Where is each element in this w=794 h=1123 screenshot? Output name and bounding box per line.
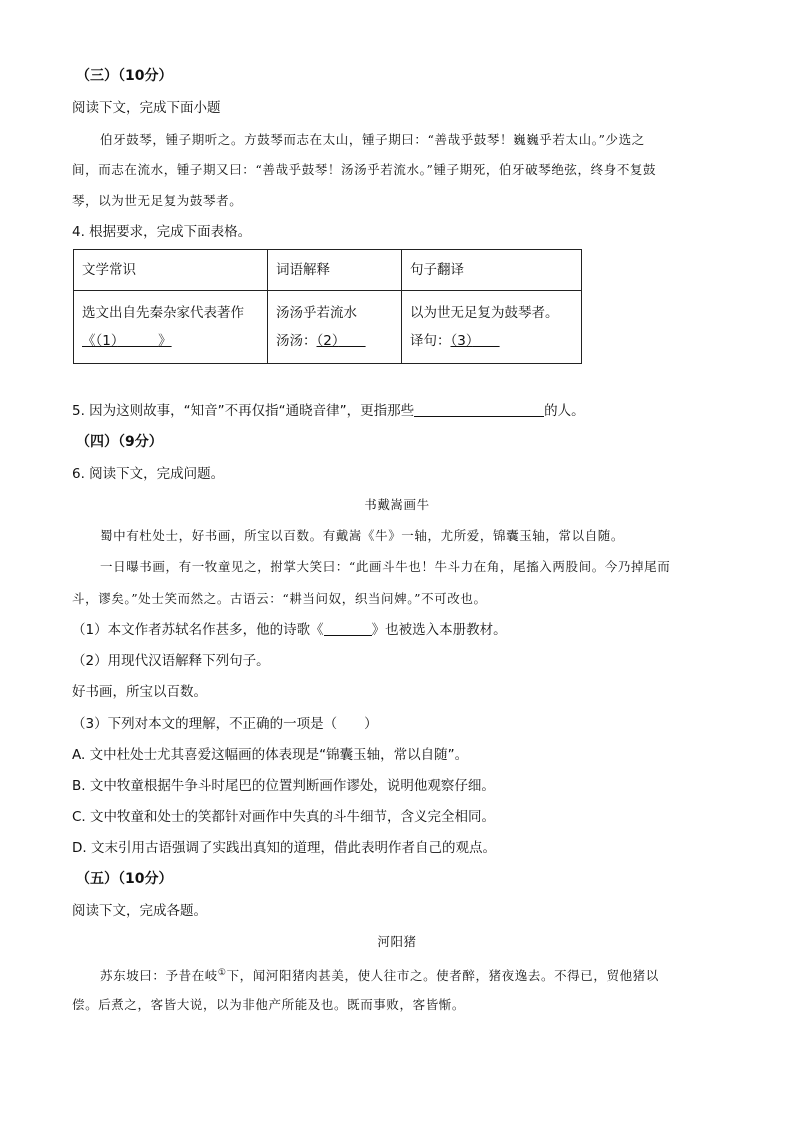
sub-question-2: （2）用现代汉语解释下列句子。 bbox=[72, 653, 270, 669]
section-5-instruction: 阅读下文，完成各题。 bbox=[72, 903, 207, 919]
cell-blank-line[interactable] bbox=[82, 327, 259, 355]
answer-table bbox=[73, 249, 582, 364]
passage-title: 书戴嵩画牛 bbox=[364, 497, 430, 512]
blank-number: （2） bbox=[316, 333, 339, 349]
sub-question-1-text-end: 》也被选入本册教材。 bbox=[371, 622, 507, 638]
answer-blank-2[interactable] bbox=[317, 333, 366, 349]
blank-label: 译句： bbox=[410, 333, 451, 349]
cell-text: 选文出自先秦杂家代表著作 bbox=[82, 305, 244, 321]
passage-line bbox=[100, 963, 659, 986]
cell-text: 汤汤乎若流水 bbox=[276, 305, 357, 321]
passage-text: 下，闻河阳猪肉甚美，使人往市之。使者醉，猪夜逸去。不得已，贸他猪以 bbox=[226, 968, 659, 984]
blank-label: 《（1） bbox=[82, 333, 118, 349]
section-3-instruction: 阅读下文，完成下面小题 bbox=[72, 100, 221, 116]
cell-blank-line bbox=[276, 327, 393, 355]
sub-question-3: （3）下列对本文的理解，不正确的一项是（ ） bbox=[72, 716, 378, 732]
answer-blank-3[interactable] bbox=[451, 333, 500, 349]
option-c[interactable]: C. 文中牧童和处士的笑都针对画作中失真的斗牛细节，含义完全相同。 bbox=[72, 809, 496, 825]
passage-line: 斗，谬矣。”处士笑而然之。古语云：“耕当问奴，织当问婢。”不可改也。 bbox=[72, 591, 487, 606]
passage-line: 琴，以为世无足复为鼓琴者。 bbox=[72, 193, 243, 208]
table-cell-word bbox=[268, 291, 402, 364]
passage-line: 间，而志在流水，锺子期又曰：“善哉乎鼓琴！汤汤乎若流水。”锺子期死，伯牙破琴绝弦，终身不复鼓 bbox=[72, 162, 657, 177]
passage-line: 一日曝书画，有一牧童见之，拊掌大笑曰：“此画斗牛也！牛斗力在角，尾搐入两股间。今乃掉尾而 bbox=[100, 559, 671, 574]
footnote-marker: ① bbox=[217, 968, 227, 978]
passage-title: 河阳猪 bbox=[377, 934, 417, 949]
question-6: 6. 阅读下文，完成问题。 bbox=[72, 466, 225, 482]
answer-blank-q5[interactable] bbox=[414, 402, 544, 417]
sub-question-1 bbox=[72, 620, 507, 640]
cell-text: 以为世无足复为鼓琴者。 bbox=[410, 305, 559, 321]
table-cell-literature bbox=[74, 291, 268, 364]
sentence-to-translate: 好书画，所宝以百数。 bbox=[72, 684, 207, 700]
section-3-header: （三）（10分） bbox=[76, 68, 173, 84]
option-d[interactable]: D. 文末引用古语强调了实践出真知的道理，借此表明作者自己的观点。 bbox=[72, 840, 496, 856]
blank-number: （3） bbox=[450, 333, 473, 349]
question-5-text: 5. 因为这则故事，“知音”不再仅指“通晓音律”，更指那些 bbox=[72, 403, 415, 419]
table-cell-translation bbox=[402, 291, 582, 364]
question-4: 4. 根据要求，完成下面表格。 bbox=[72, 224, 252, 240]
answer-blank-poem[interactable] bbox=[324, 621, 372, 636]
passage-line: 伯牙鼓琴，锺子期听之。方鼓琴而志在太山，锺子期曰：“善哉乎鼓琴！巍巍乎若太山。”少选之 bbox=[100, 132, 645, 147]
blank-label: 》 bbox=[158, 333, 172, 349]
question-5-text-end: 的人。 bbox=[544, 403, 585, 419]
cell-blank-line bbox=[410, 327, 573, 355]
section-4-header: （四）（9分） bbox=[76, 434, 163, 450]
option-b[interactable]: B. 文中牧童根据牛争斗时尾巴的位置判断画作谬处，说明他观察仔细。 bbox=[72, 778, 495, 794]
question-5 bbox=[72, 401, 585, 421]
sub-question-1-text: （1）本文作者苏轼名作甚多，他的诗歌《 bbox=[72, 622, 324, 638]
table-header-literature: 文学常识 bbox=[74, 250, 268, 291]
blank-label: 汤汤： bbox=[276, 333, 317, 349]
passage-text: 苏东坡曰：予昔在岐 bbox=[100, 968, 218, 984]
table-header-translation: 句子翻译 bbox=[402, 250, 582, 291]
section-5-header: （五）（10分） bbox=[76, 871, 173, 887]
passage-line: 偿。后煮之，客皆大说，以为非他产所能及也。既而事败，客皆惭。 bbox=[72, 997, 466, 1012]
option-a[interactable]: A. 文中杜处士尤其喜爱这幅画的体表现是“锦囊玉轴，常以自随”。 bbox=[72, 747, 469, 763]
table-header-word: 词语解释 bbox=[268, 250, 402, 291]
passage-line: 蜀中有杜处士，好书画，所宝以百数。有戴嵩《牛》一轴，尤所爱，锦囊玉轴，常以自随。 bbox=[100, 528, 625, 543]
